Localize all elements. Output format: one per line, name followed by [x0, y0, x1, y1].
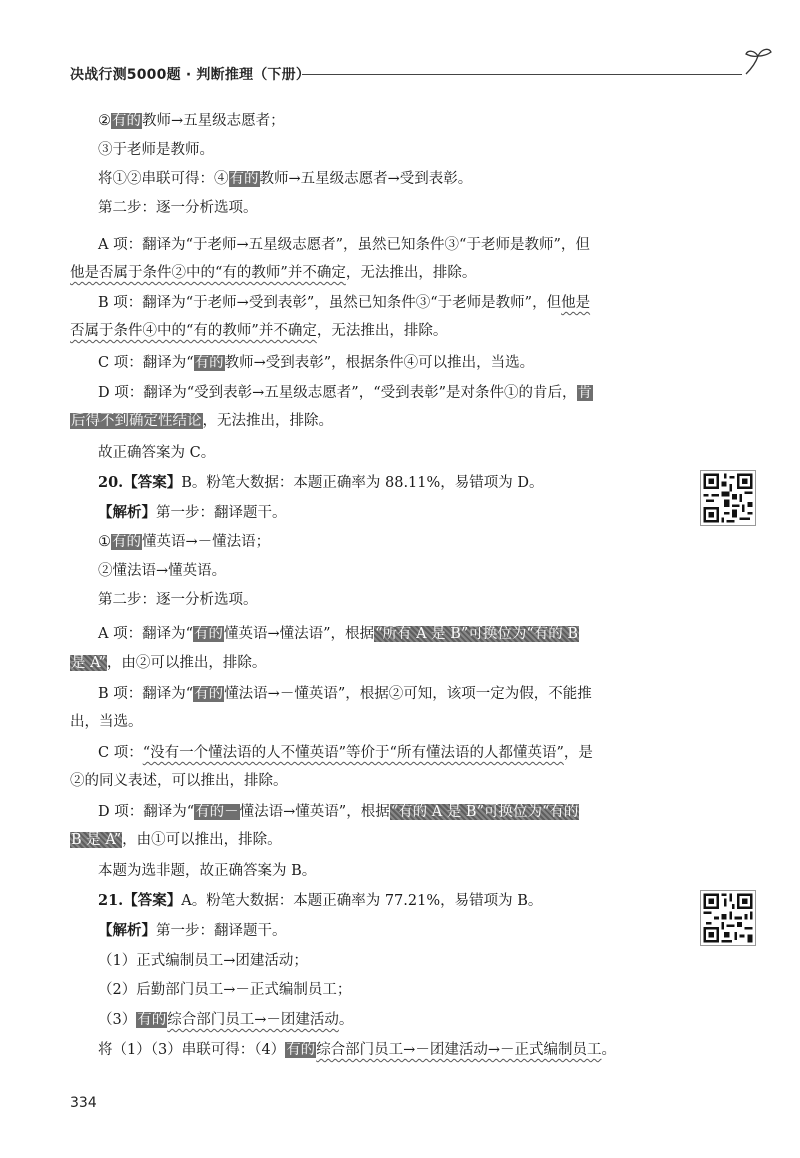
text-line: 故正确答案为 C。 [98, 445, 216, 461]
text-line: B 是 A”，由①可以推出，排除。 [71, 832, 282, 848]
text-line: 后得不到确定性结论，无法推出，排除。 [71, 413, 333, 429]
text-line: 出，当选。 [70, 714, 143, 730]
answer-line: 20.【答案】B。粉笔大数据：本题正确率为 88.11%，易错项为 D。 [98, 474, 544, 491]
text-line: 否属于条件④中的“有的教师”并不确定，无法推出，排除。 [70, 323, 448, 339]
qr-code-icon[interactable] [700, 470, 756, 526]
analysis-line: 【解析】第一步：翻译题干。 [98, 504, 287, 521]
text-line: （2）后勤部门员工→－正式编制员工； [98, 982, 352, 998]
text-line: 他是否属于条件②中的“有的教师”并不确定，无法推出，排除。 [70, 265, 477, 281]
text-line: C 项：“没有一个懂法语的人不懂英语”等价于“所有懂法语的人都懂英语”，是 [98, 745, 593, 761]
text-line: 第二步：逐一分析选项。 [98, 592, 258, 608]
text-line: B 项：翻译为“于老师→受到表彰”，虽然已知条件③“于老师是教师”，但他是 [98, 295, 591, 311]
sprout-icon [742, 44, 774, 76]
text-line: 本题为选非题，故正确答案为 B。 [98, 863, 317, 879]
answer-line: 21.【答案】A。粉笔大数据：本题正确率为 77.21%，易错项为 B。 [98, 892, 543, 909]
text-line: （3）有的综合部门员工→－团建活动。 [98, 1012, 354, 1028]
text-line: ③于老师是教师。 [98, 142, 214, 158]
text-line: D 项：翻译为“有的－懂法语→懂英语”，根据“有的 A 是 B”可换位为“有的 [98, 804, 579, 820]
text-line: 将①②串联可得：④有的教师→五星级志愿者→受到表彰。 [98, 171, 473, 187]
text-line: ①有的懂英语→－懂法语； [98, 534, 271, 550]
text-line: D 项：翻译为“受到表彰→五星级志愿者”，“受到表彰”是对条件①的肯后，肯 [98, 385, 593, 401]
text-line: ②有的教师→五星级志愿者； [98, 113, 285, 129]
text-line: ②懂法语→懂英语。 [98, 563, 227, 579]
text-line: A 项：翻译为“于老师→五星级志愿者”，虽然已知条件③“于老师是教师”，但 [98, 237, 590, 253]
text-line: ②的同义表述，可以推出，排除。 [70, 773, 288, 789]
running-header [70, 62, 770, 88]
text-line: B 项：翻译为“有的懂法语→－懂英语”，根据②可知，该项一定为假，不能推 [98, 686, 592, 702]
text-line: C 项：翻译为“有的教师→受到表彰”，根据条件④可以推出，当选。 [98, 355, 535, 371]
qr-code-icon[interactable] [700, 890, 756, 946]
analysis-line: 【解析】第一步：翻译题干。 [98, 922, 287, 939]
text-line: A 项：翻译为“有的懂英语→懂法语”，根据“所有 A 是 B”可换位为“有的 B [98, 626, 579, 642]
page-number: 334 [70, 1095, 97, 1111]
text-line: 将（1）（3）串联可得：（4）有的综合部门员工→－团建活动→－正式编制员工。 [98, 1042, 616, 1058]
text-line: 第二步：逐一分析选项。 [98, 200, 258, 216]
text-line: 是 A”，由②可以推出，排除。 [71, 655, 267, 671]
text-line: （1）正式编制员工→团建活动； [98, 953, 308, 969]
header-rule [302, 74, 742, 75]
book-title: 决战行测5000题 · 判断推理（下册） [70, 67, 311, 83]
